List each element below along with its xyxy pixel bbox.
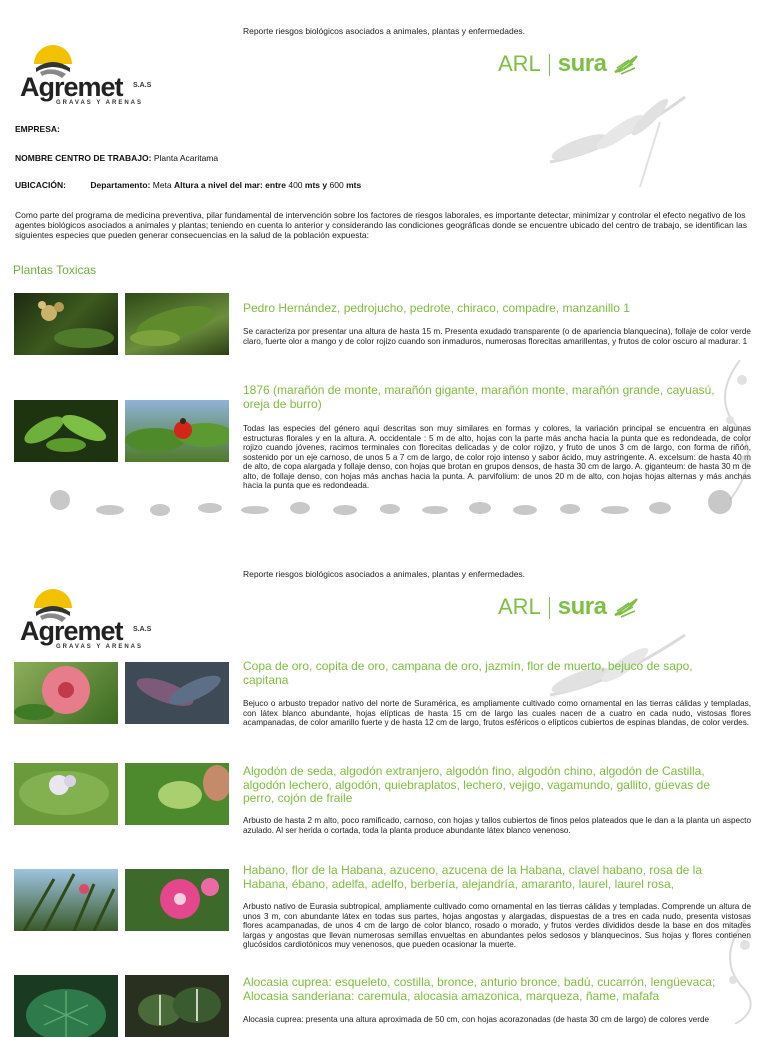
departamento-label: Departamento: bbox=[90, 180, 151, 190]
logo-subtitle: GRAVAS Y ARENAS bbox=[56, 100, 144, 106]
plant-photo bbox=[125, 763, 229, 825]
sura-leaf-icon bbox=[613, 52, 639, 78]
plant-photo bbox=[125, 400, 229, 462]
plant-title: Copa de oro, copita de oro, campana de oro, jazmín, flor de muerto, bejuco de sapo, capitana bbox=[243, 659, 693, 687]
agremet-logo bbox=[18, 582, 158, 652]
plant-description: Todas las especies del género aquí descritas son muy similares en formas y colores, la variación principal se encuentra en algunas estructuras florales y en la altura. A. occidentale : 5 m de alto, hojas con la parte más ancha hacia la punta que es redondeada, de color rojizo cuando jóvenes, racimos terminales con florecitas delicadas y de color rojizo, y fruto de unos 3 cm de largo, con forma de riñón, sostenido por un eje carnoso, de unos 5 a 7 cm de largo, de color rojo intenso y sabor ácido, muy astringente. A. excelsum: de hasta 40 m de alto, de copa alargada y follaje denso, con hojas que brotan en grupos densos, de hasta 30 cm de largo. A. giganteum: de hasta 30 m de alto, de follaje denso, con hojas más anchas hacia la punta. A. parvifolium: de unos 20 m de alto, con hojas hojas alternas y más anchas hacia la punta que es redondeada. bbox=[243, 424, 751, 490]
logo-brand: Agremet bbox=[20, 616, 123, 646]
ubicacion-label: UBICACIÓN: bbox=[15, 180, 66, 190]
centro-field bbox=[15, 153, 218, 163]
plant-title: Pedro Hernández, pedrojucho, pedrote, chiraco, compadre, manzanillo 1 bbox=[243, 301, 630, 315]
centro-label: NOMBRE CENTRO DE TRABAJO: bbox=[15, 153, 152, 163]
arl-sura-logo bbox=[498, 50, 658, 90]
vine-watermark-icon bbox=[700, 360, 760, 500]
section-title: Plantas Toxicas bbox=[13, 263, 97, 277]
animal-silhouettes-decoration bbox=[40, 488, 740, 528]
plant-photo bbox=[14, 662, 118, 724]
logo-sas: S.A.S bbox=[133, 82, 152, 89]
sura-leaf-icon bbox=[613, 595, 639, 621]
plant-title: Algodón de seda, algodón extranjero, algodón fino, algodón chino, algodón de Castilla, algodón lechero, algodón, quiebraplatos, lechero, vejigo, vagamundo, gallito, güevas de perro, cojón de fraile bbox=[243, 764, 710, 805]
plant-photo bbox=[14, 869, 118, 931]
plant-photo bbox=[14, 293, 118, 355]
arl-label: ARL bbox=[498, 594, 541, 619]
plant-photo bbox=[125, 662, 229, 724]
logo-subtitle: GRAVAS Y ARENAS bbox=[56, 644, 144, 650]
centro-value: Planta Acaritama bbox=[153, 153, 219, 163]
arl-sura-logo bbox=[498, 593, 658, 633]
altura-min: 400 bbox=[288, 180, 303, 190]
plant-title: Alocasia cuprea: esqueleto, costilla, bronce, anturio bronce, badú, cucarrón, lengüevaca; Alocasia sanderiana: caremula, alocasia amazonica, marqueza, ñame, mafafa bbox=[243, 975, 716, 1003]
plant-photo bbox=[14, 400, 118, 462]
mts: mts bbox=[346, 180, 362, 190]
sura-label: sura bbox=[557, 593, 607, 620]
agremet-logo bbox=[18, 38, 158, 108]
arl-label: ARL bbox=[498, 51, 541, 76]
plant-description: Arbusto nativo de Eurasia subtropical, ampliamente cultivado como ornamental en las tierras cálidas y templadas. Comprende un altura de unos 3 m, con abundante látex en todas sus partes, hojas angostas y alargadas, dispuestas de a tres en cada nudo, presenta vistosas flores acampanadas, de unos 4 cm de largo de color blanco, rosado o morado, y frutos verdes divididos desde la base en dos mitades largas y angostas que llevan numerosas semillas envueltas en abundantes pelos sedosos y blanquecinos. Sus hojas y flores contienen glucósidos cardiotónicos muy venenosos, que pueden ocasionar la muerte. bbox=[243, 902, 751, 949]
vine-watermark-icon bbox=[705, 920, 760, 1024]
plant-title: 1876 (marañón de monte, marañón gigante, marañón monte, marañón grande, cayuasú, oreja de burro) bbox=[243, 383, 715, 411]
report-title: Reporte riesgos biológicos asociados a animales, plantas y enfermedades. bbox=[242, 569, 526, 579]
empresa-label: EMPRESA: bbox=[15, 124, 60, 134]
altura-label: Altura a nivel del mar: entre bbox=[174, 180, 286, 190]
sura-label: sura bbox=[557, 50, 607, 77]
altura-max: 600 bbox=[329, 180, 344, 190]
plant-description: Bejuco o arbusto trepador nativo del norte de Suramérica, es ampliamente cultivado como ornamental en las tierras cálidas y templadas, con látex blanco abundante, hojas elípticas de hasta 15 cm de largo las cuales nacen de a cuatro en cada nudo, vistosas flores acampanadas, de color amarillo fuerte y de hasta 12 cm de largo, frutos esféricos o elípticos cubiertos de espinas blandas, de color verdes. bbox=[243, 699, 751, 727]
plant-description: Alocasia cuprea: presenta una altura aproximada de 50 cm, con hojas acorazonadas (de hasta 30 cm de largo) de colores verde bbox=[243, 1015, 710, 1024]
plant-photo bbox=[125, 293, 229, 355]
plant-photo bbox=[14, 763, 118, 825]
empresa-field bbox=[15, 124, 60, 134]
mts-y: mts y bbox=[304, 180, 328, 190]
plant-description: Arbusto de hasta 2 m alto, poco ramificado, carnoso, con hojas y tallos cubiertos de finos pelos plateados que le dan a la planta un aspecto azulado. Al ser herida o cortada, toda la planta produce abundante látex blanco venenoso. bbox=[243, 816, 751, 835]
logo-sas: S.A.S bbox=[133, 626, 152, 633]
plant-photo bbox=[125, 975, 229, 1037]
departamento-value: Meta bbox=[152, 180, 172, 190]
plant-photo bbox=[125, 869, 229, 931]
logo-brand: Agremet bbox=[20, 72, 123, 102]
wheat-watermark-icon bbox=[540, 92, 690, 187]
intro-paragraph: Como parte del programa de medicina preventiva, pilar fundamental de intervención sobre los factores de riesgos laborales, es importante detectar, minimizar y controlar el efecto negativo de los agentes biológicos asociados a animales y plantas; teniendo en cuenta lo anterior y considerando las condiciones geográficas donde se encuentre ubicado del centro de trabajo, se identifican las siguientes especies que pueden generar consecuencias en la salud de la población expuesta: bbox=[15, 210, 747, 240]
report-title: Reporte riesgos biológicos asociados a animales, plantas y enfermedades. bbox=[242, 26, 526, 36]
plant-description: Se caracteriza por presentar una altura de hasta 15 m. Presenta exudado transparente (o de apariencia blanquecina), follaje de color verde claro, fuerte olor a mango y de color rojizo cuando son inmaduros, numerosas florecitas amarillentas, y frutos de color oscuro al madurar. 1 bbox=[243, 327, 751, 346]
plant-photo bbox=[14, 975, 118, 1037]
plant-title: Habano, flor de la Habana, azuceno, azucena de la Habana, clavel habano, rosa de la Habana, ébano, adelfa, adelfo, berbería, alejandría, amaranto, laurel, laurel rosa, bbox=[243, 863, 702, 891]
ubicacion-field bbox=[15, 180, 361, 190]
